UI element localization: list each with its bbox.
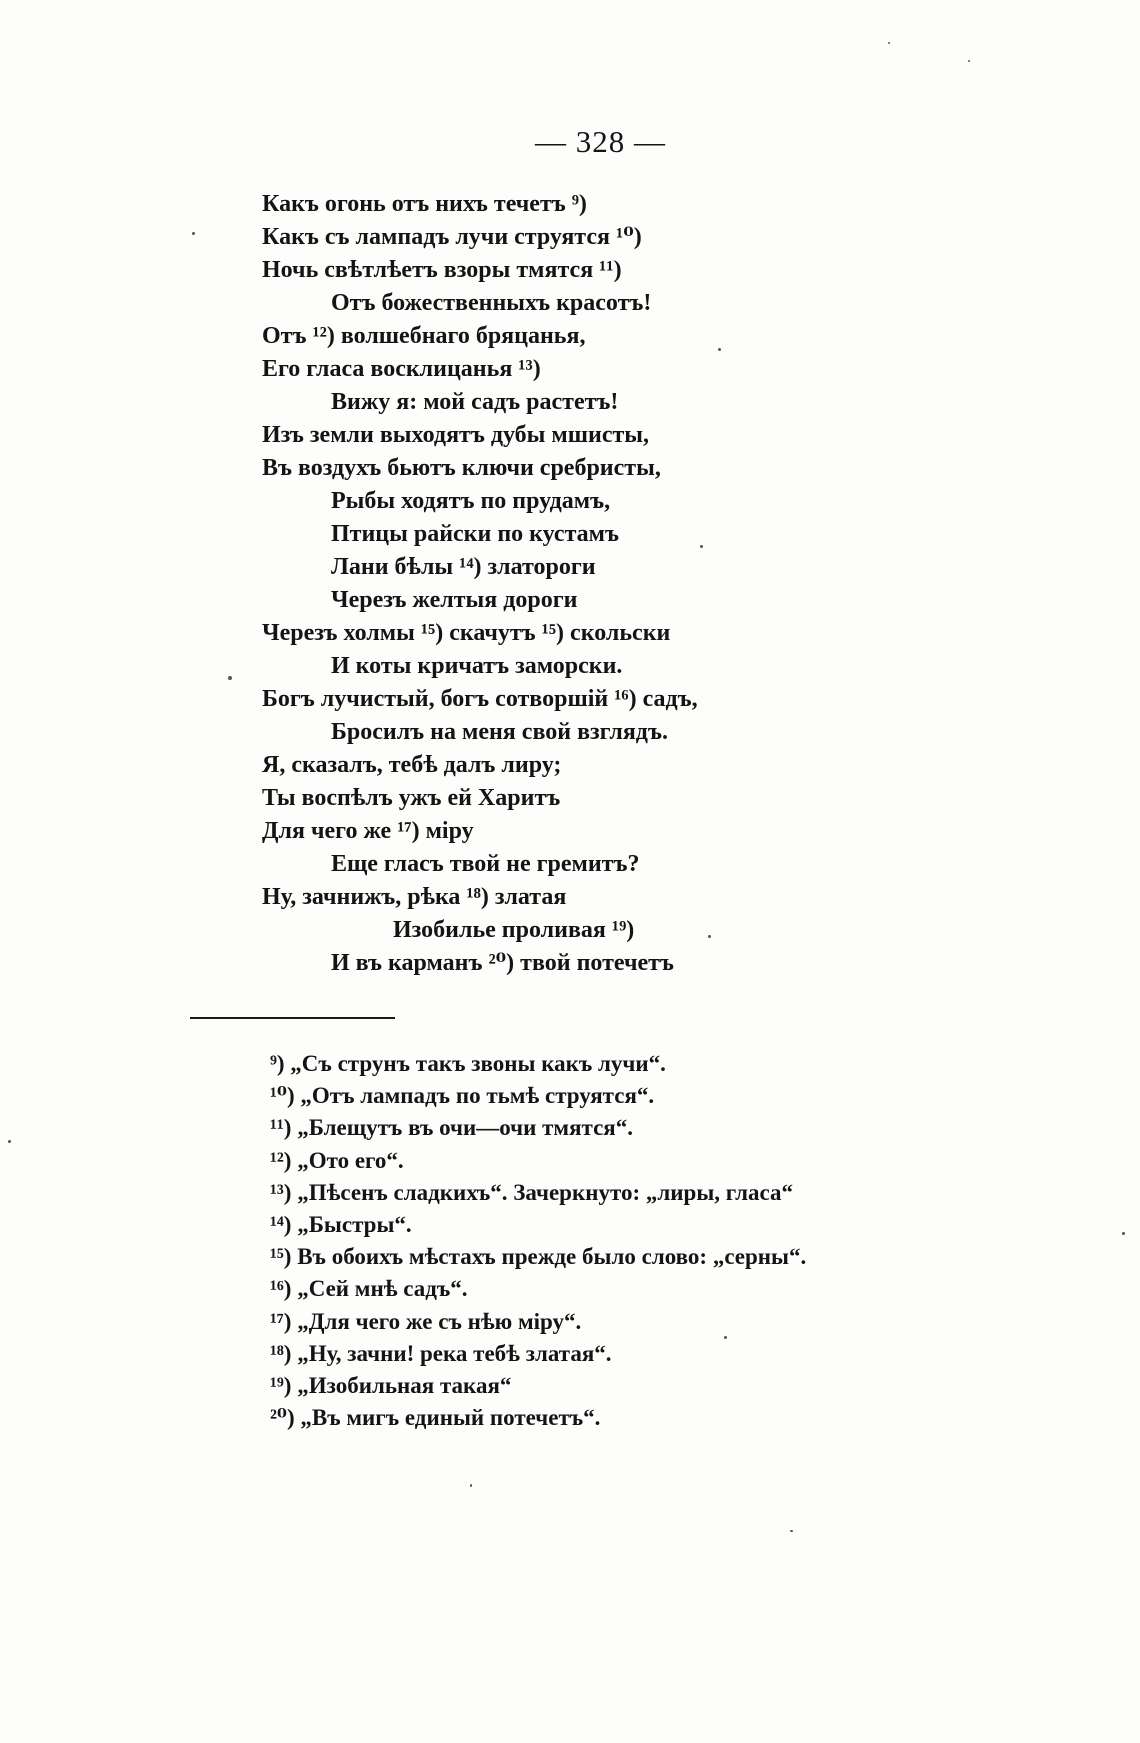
footnote: ¹³) „Пѣсенъ сладкихъ“. Зачеркнуто: „лиры, гласа“ xyxy=(270,1179,793,1205)
poem-line: И коты кричатъ заморски. xyxy=(331,653,623,679)
poem-line: Черезъ желтыя дороги xyxy=(331,587,578,613)
poem-line: Я, сказалъ, тебѣ далъ лиру; xyxy=(262,752,562,778)
poem-line: Его гласа восклицанья ¹³) xyxy=(262,356,541,382)
scan-speck xyxy=(1122,1232,1125,1235)
poem-line: И въ карманъ ²⁰) твой потечетъ xyxy=(331,950,674,976)
poem-line: Отъ ¹²) волшебнаго бряцанья, xyxy=(262,323,586,349)
poem-line: Черезъ холмы ¹⁵) скачутъ ¹⁵) скольски xyxy=(262,620,671,646)
poem-line: Еще гласъ твой не гремитъ? xyxy=(331,851,640,877)
poem-text xyxy=(262,188,962,980)
poem-line: Бросилъ на меня свой взглядъ. xyxy=(331,719,668,745)
poem-line: Рыбы ходятъ по прудамъ, xyxy=(331,488,611,514)
poem-line: Изъ земли выходятъ дубы мшисты, xyxy=(262,422,650,448)
scan-speck xyxy=(708,935,711,938)
footnotes xyxy=(270,1048,970,1434)
poem-line: Въ воздухъ бьютъ ключи сребристы, xyxy=(262,455,661,481)
poem-line: Для чего же ¹⁷) міру xyxy=(262,818,474,844)
scan-speck xyxy=(8,1140,11,1143)
footnote: ¹⁰) „Отъ лампадъ по тьмѣ струятся“. xyxy=(270,1083,655,1109)
poem-line: Богъ лучистый, богъ сотворшій ¹⁶) садъ, xyxy=(262,686,698,712)
scan-speck xyxy=(192,232,195,235)
scan-speck xyxy=(968,60,970,62)
footnote: ¹⁶) „Сей мнѣ садъ“. xyxy=(270,1276,468,1302)
poem-line: Ночь свѣтлѣетъ взоры тмятся ¹¹) xyxy=(262,257,622,283)
footnote: ⁹) „Съ струнъ такъ звоны какъ лучи“. xyxy=(270,1051,666,1076)
footnote: ¹⁵) Въ обоихъ мѣстахъ прежде было слово: „серны“. xyxy=(270,1244,807,1270)
poem-line: Вижу я: мой садъ растетъ! xyxy=(331,389,619,415)
footnote: ¹⁷) „Для чего же съ нѣю міру“. xyxy=(270,1308,582,1334)
scan-speck xyxy=(470,1484,472,1487)
scan-speck xyxy=(790,1530,793,1532)
scan-speck xyxy=(228,676,232,680)
poem-line: Какъ огонь отъ нихъ течетъ ⁹) xyxy=(262,191,587,217)
poem-line: Ну, зачнижъ, рѣка ¹⁸) златая xyxy=(262,884,567,910)
poem-line: Отъ божественныхъ красотъ! xyxy=(331,290,652,316)
scan-speck xyxy=(718,348,721,351)
poem-line: Лани бѣлы ¹⁴) златороги xyxy=(331,554,596,580)
footnote: ¹⁴) „Быстры“. xyxy=(270,1211,412,1237)
footnote: ¹⁹) „Изобильная такая“ xyxy=(270,1372,512,1398)
scan-speck xyxy=(888,42,890,44)
poem-line: Изобилье проливая ¹⁹) xyxy=(393,917,635,943)
poem-line: Ты воспѣлъ ужъ ей Харитъ xyxy=(262,785,561,811)
scan-speck xyxy=(700,545,703,548)
footnote: ¹²) „Ото его“. xyxy=(270,1147,404,1173)
poem-line: Какъ съ лампадъ лучи струятся ¹⁰) xyxy=(262,224,642,250)
footnote-divider xyxy=(190,1017,395,1019)
footnote: ²⁰) „Въ мигъ единый потечетъ“. xyxy=(270,1405,601,1431)
scan-speck xyxy=(724,1336,727,1339)
footnote: ¹¹) „Блещутъ въ очи—очи тмятся“. xyxy=(270,1115,633,1141)
footnote: ¹⁸) „Ну, зачни! река тебѣ златая“. xyxy=(270,1340,612,1366)
page-number: — 328 — xyxy=(535,124,666,159)
poem-line: Птицы райски по кустамъ xyxy=(331,521,619,547)
